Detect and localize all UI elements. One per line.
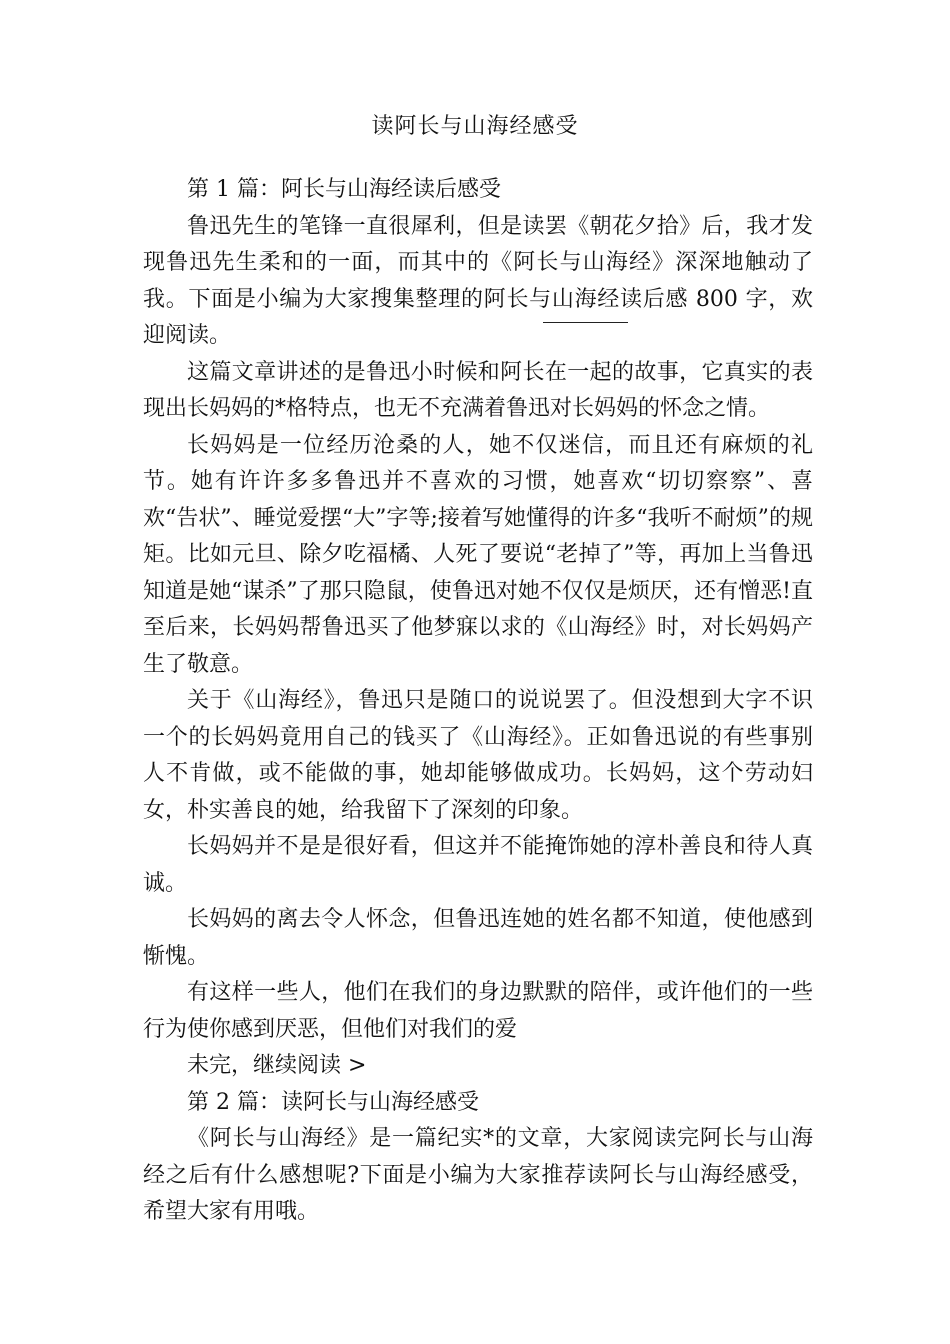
section-1-heading: 第 1 篇：阿长与山海经读后感受 xyxy=(187,177,501,202)
section-1-paragraph-5: 长妈妈并不是是很好看，但这并不能掩饰她的淳朴善良和待人真诚。 xyxy=(143,834,813,896)
section-1-paragraph-6: 长妈妈的离去令人怀念，但鲁迅连她的姓名都不知道，使他感到惭愧。 xyxy=(143,907,813,969)
section-2-heading: 第 2 篇：读阿长与山海经感受 xyxy=(187,1089,479,1115)
section-2-paragraph-1: 《阿长与山海经》是一篇纪实*的文章，大家阅读完阿长与山海经之后有什么感想呢?下面是小编为大家推荐读阿长与山海经感受，希望大家有用哦。 xyxy=(143,1126,813,1224)
section-1-paragraph-2: 这篇文章讲述的是鲁迅小时候和阿长在一起的故事，它真实的表现出长妈妈的*格特点，也无不充满着鲁迅对长妈妈的怀念之情。 xyxy=(143,359,813,421)
document-title: 读阿长与山海经感受 xyxy=(371,114,579,139)
continue-reading-link[interactable]: 未完，继续阅读 > xyxy=(187,1053,367,1078)
document-body xyxy=(143,172,813,1231)
section-1-paragraph-3: 长妈妈是一位经历沧桑的人，她不仅迷信，而且还有麻烦的礼节。她有许许多多鲁迅并不喜欢的习惯，她喜欢“切切察察”、喜欢“告状”、睡觉爱摆“大”字等;接着写她懂得的许多“我听不耐烦”的规矩。比如元旦、除夕吃福橘、人死了要说“老掉了”等，再加上当鲁迅知道是她“谋杀”了那只隐鼠，使鲁迅对她不仅仅是烦厌，还有憎恶!直至后来，长妈妈帮鲁迅买了他梦寐以求的《山海经》时，对长妈妈产生了敬意。 xyxy=(143,432,813,677)
section-1-paragraph-1: 鲁迅先生的笔锋一直很犀利，但是读罢《朝花夕拾》后，我才发现鲁迅先生柔和的一面，而其中的《阿长与山海经》深深地触动了我。下面是小编为大家搜集整理的阿长与山海经读后感 800 字，欢迎阅读。 xyxy=(143,213,813,348)
section-1-paragraph-7: 有这样一些人，他们在我们的身边默默的陪伴，或许他们的一些行为使你感到厌恶，但他们对我们的爱 xyxy=(143,980,813,1042)
section-1-paragraph-4: 关于《山海经》，鲁迅只是随口的说说罢了。但没想到大字不识一个的长妈妈竟用自己的钱买了《山海经》。正如鲁迅说的有些事别人不肯做，或不能做的事，她却能够做成功。长妈妈，这个劳动妇女，朴实善良的她，给我留下了深刻的印象。 xyxy=(143,688,813,823)
